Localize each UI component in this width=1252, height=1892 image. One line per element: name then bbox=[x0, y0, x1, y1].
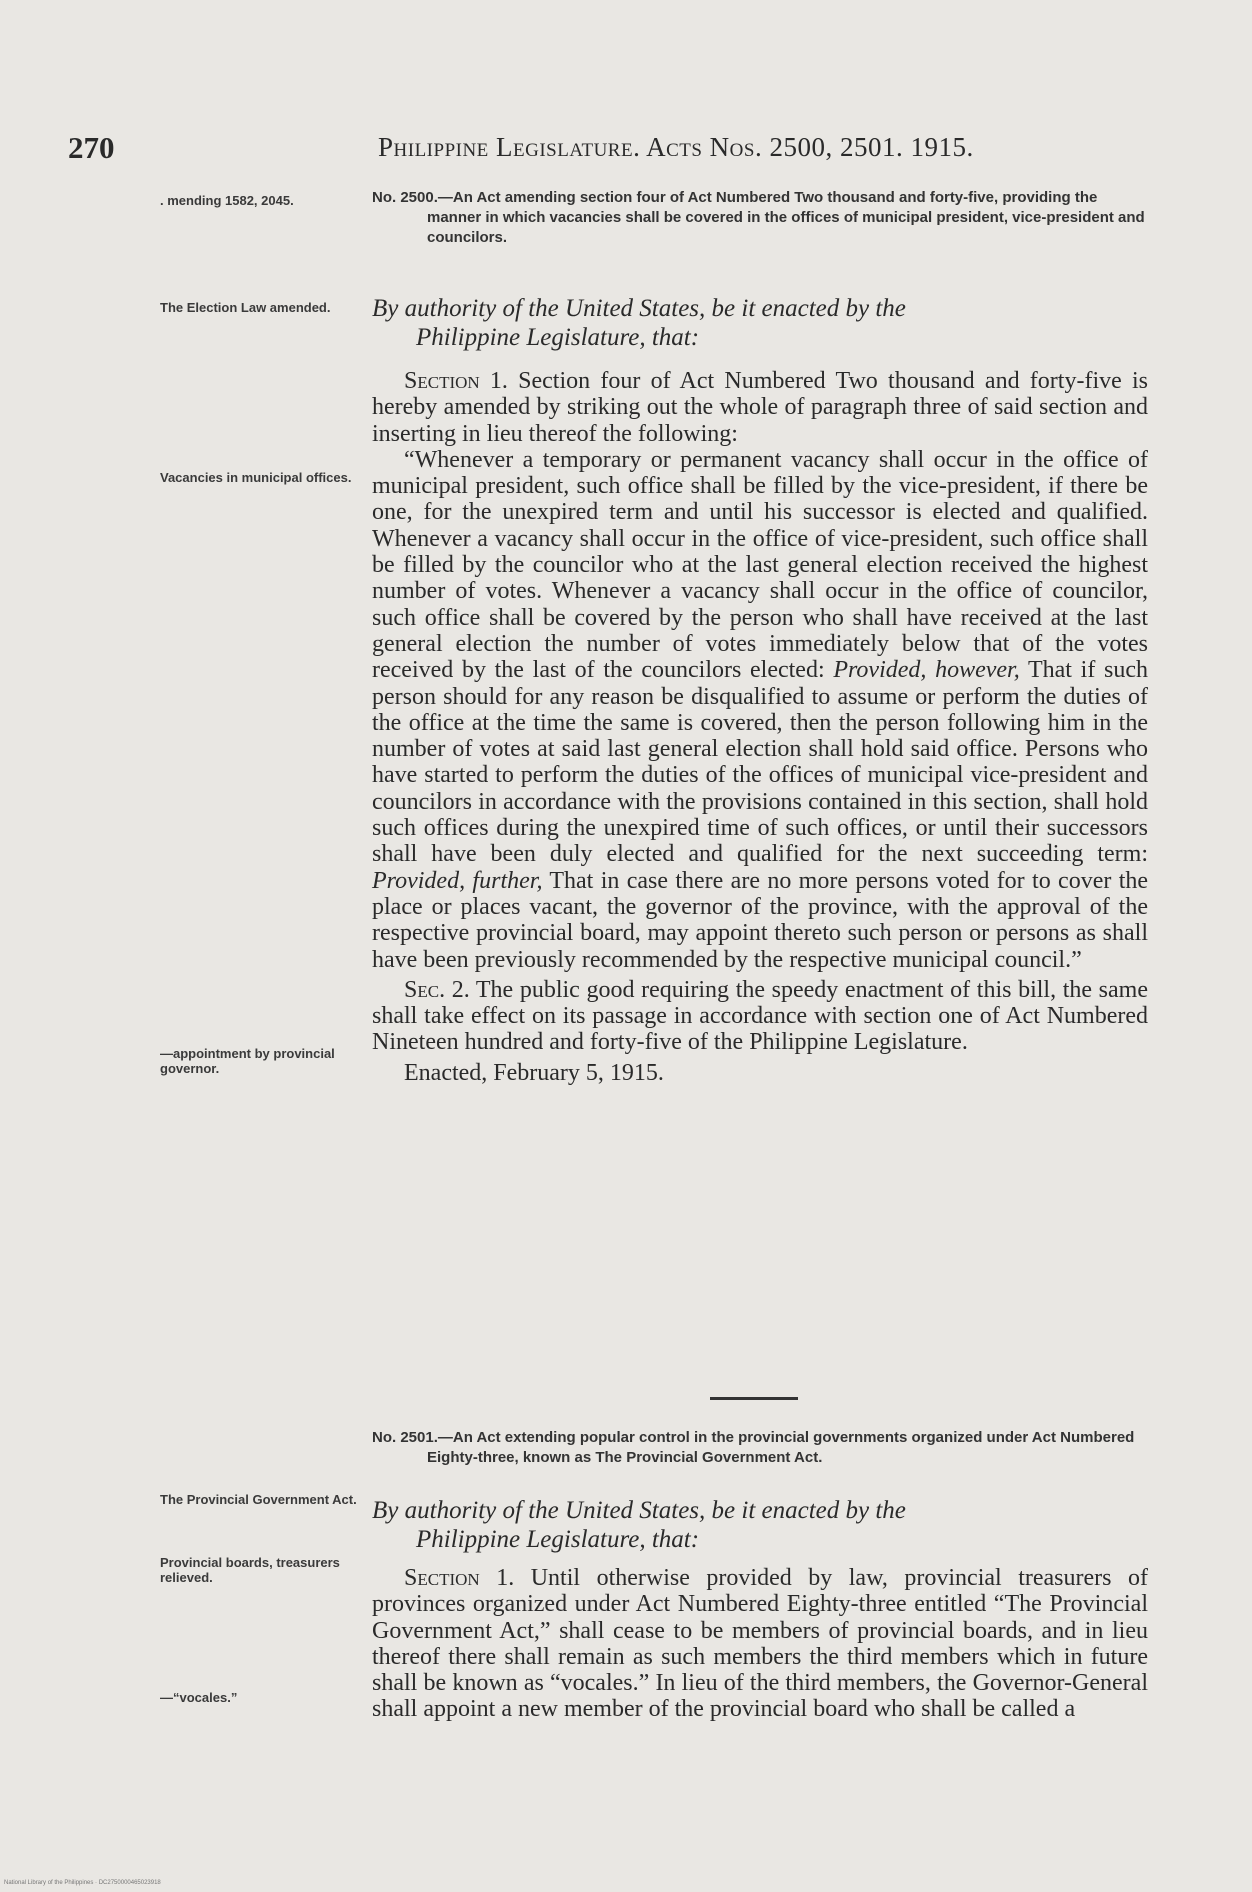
quote-part-3: That in case there are no more persons voted for to cover the place or places vacant, the governor of the province, with the approval of the respective provincial board, may appoint thereto such person or persons as shall have been previously recommended by the respective municipal council.” bbox=[372, 867, 1149, 973]
act-2500-heading: No. 2500.—An Act amending section four of Act Numbered Two thousand and forty-five, providing the manner in which vacancies shall be covered in the offices of municipal president, vice-president and councilors. bbox=[372, 189, 1145, 246]
section-2-text: The public good requiring the speedy enactment of this bill, the same shall take effect on its passage in accordance with section one of Act Numbered Nineteen hundred and forty-five of the Philippine Legislature. bbox=[372, 976, 1148, 1056]
section-1-label: Section 1. bbox=[404, 368, 508, 394]
running-head bbox=[378, 132, 974, 163]
enacting-line-1: By authority of the United States, be it enacted by the bbox=[372, 1497, 906, 1524]
quote-part-2: That if such person should for any reason be disqualified to assume or perform the duties of the office at the time the same is covered, then the person following him in the number of votes at said last general election shall hold said office. Persons who have started to perform the duties of the offices of municipal vice-president and councilors in accordance with the provisions contained in this section, shall hold such offices during the unexpired time of such offices, or until their successors shall have been duly elected and qualified for the next succeeding term: bbox=[372, 657, 1148, 868]
section-divider bbox=[710, 1397, 798, 1400]
enacting-line-2: Philippine Legislature, that: bbox=[416, 324, 700, 351]
scan-footer: National Library of the Philippines · DC2750000465023918 bbox=[4, 1880, 161, 1886]
act-2500-enacting-clause bbox=[372, 294, 1148, 352]
quoted-amendment bbox=[372, 447, 1148, 973]
margin-note-appointment: —appointment by provincial governor. bbox=[160, 1046, 335, 1076]
margin-note-boards: Provincial boards, treasurers relieved. bbox=[160, 1555, 340, 1585]
running-head-text: Philippine Legislature. Acts Nos. 2500, 2501. 1915. bbox=[378, 132, 974, 162]
section-2-label: Sec. 2. bbox=[404, 976, 470, 1003]
margin-note-amending: . mending 1582, 2045. bbox=[160, 193, 294, 208]
act-2500-body bbox=[372, 368, 1148, 1086]
act-2501-heading: No. 2501.—An Act extending popular control in the provincial governments organized under Act Numbered Eighty-three, known as The Provincial Government Act. bbox=[372, 1429, 1135, 1466]
enacting-line-1: By authority of the United States, be it enacted by the bbox=[372, 295, 906, 322]
margin-note-vocales: —“vocales.” bbox=[160, 1690, 238, 1705]
margin-note-vacancies: Vacancies in municipal offices. bbox=[160, 470, 352, 485]
act-2501-body bbox=[372, 1565, 1148, 1723]
section-2-paragraph bbox=[372, 977, 1148, 1056]
section-1-paragraph bbox=[372, 368, 1148, 447]
proviso-however: Provided, however, bbox=[833, 657, 1020, 684]
page-number: 270 bbox=[68, 130, 115, 165]
section-1-text: Until otherwise provided by law, provincial treasurers of provinces organized under Act Numbered Eighty-three entitled “The Provincial Government Act,” shall cease to be members of provincial boards, and in lieu thereof there shall remain as such members the third members which in future shall be known as “vocales.” In lieu of the third members, the Governor-General shall appoint a new member of the provincial board who shall be called a bbox=[372, 1565, 1149, 1723]
act-2501-enacting-clause bbox=[372, 1496, 1148, 1554]
enacting-line-2: Philippine Legislature, that: bbox=[416, 1526, 700, 1553]
margin-note-election-law: The Election Law amended. bbox=[160, 300, 331, 315]
proviso-further: Provided, further, bbox=[372, 867, 543, 894]
quote-part-1: “Whenever a temporary or permanent vacancy shall occur in the office of municipal president, such office shall be filled by the vice-president, if there be one, for the unexpired term and until his successor is elected and qualified. Whenever a vacancy shall occur in the office of vice-president, such office shall be filled by the councilor who at the last general election received the highest number of votes. Whenever a vacancy shall occur in the office of councilor, such office shall be covered by the person who shall have received at the last general election the number of votes immediately below that of the votes received by the last of the councilors elected: bbox=[372, 446, 1148, 684]
enacted-date: Enacted, February 5, 1915. bbox=[404, 1059, 664, 1086]
section-1-label: Section 1. bbox=[404, 1565, 515, 1591]
margin-note-provincial-act: The Provincial Government Act. bbox=[160, 1492, 357, 1507]
section-1-paragraph bbox=[372, 1565, 1148, 1723]
section-1-text: Section four of Act Numbered Two thousand and forty-five is hereby amended by striking out the whole of paragraph three of said section and inserting in lieu thereof the following: bbox=[372, 368, 1148, 447]
